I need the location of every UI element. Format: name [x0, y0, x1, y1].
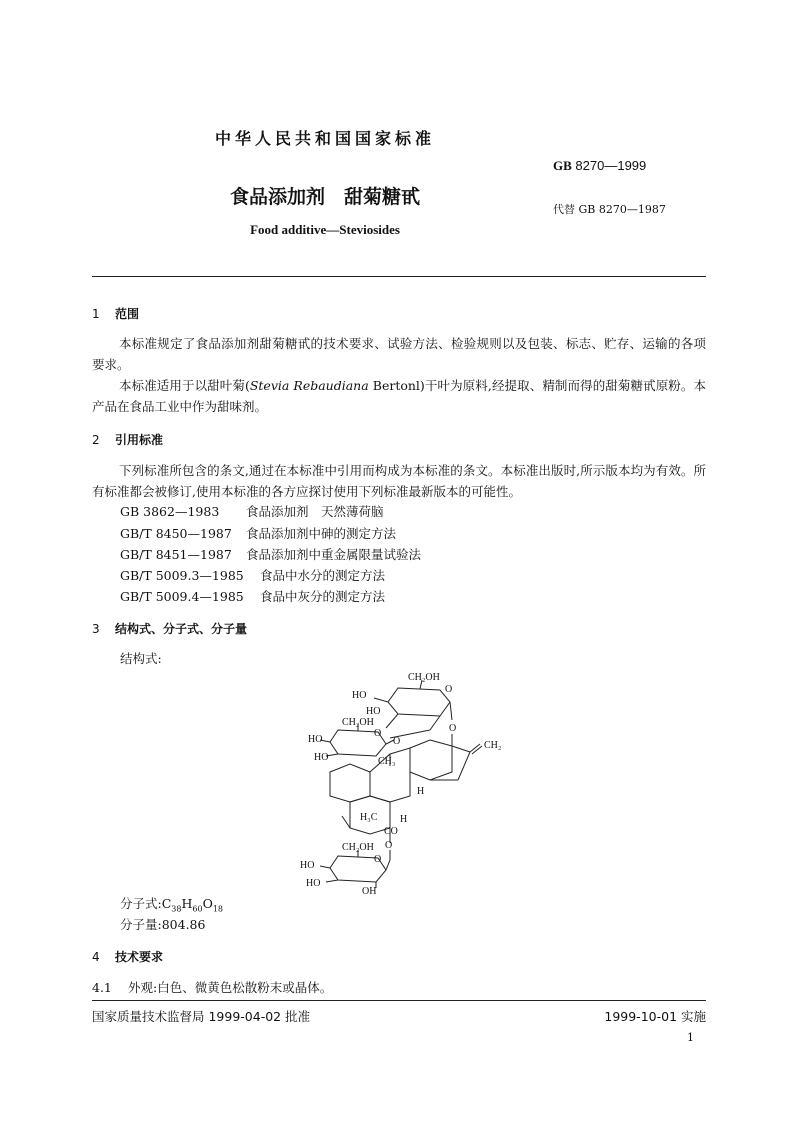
- para2-post: Bertonl)干叶为原料,经提取、精制而得的甜菊糖甙原粉。本产品在食品工业中作为甜味剂。: [92, 378, 706, 414]
- replaces-standard: 代替 GB 8270—1987: [553, 203, 666, 216]
- structural-formula-diagram: [290, 668, 520, 896]
- section-1-paragraph-2: [92, 375, 706, 417]
- reference-code: GB 3862—1983: [120, 504, 220, 519]
- ring-oxygen: O: [445, 684, 453, 695]
- ho-mid-label: HO: [308, 734, 323, 745]
- ring-a-upper: [330, 764, 370, 802]
- link-oxygen: O: [393, 736, 401, 747]
- bond: [472, 746, 482, 754]
- ring-oxygen: O: [374, 728, 382, 739]
- reference-name: 食品中灰分的测定方法: [260, 589, 386, 604]
- reference-item: [120, 587, 385, 605]
- bond: [320, 866, 330, 868]
- formula-label: 分子式:: [120, 896, 162, 911]
- page-number: 1: [687, 1031, 694, 1044]
- reference-name: 食品添加剂中砷的测定方法: [246, 526, 397, 541]
- national-standard-heading: 中华人民共和国国家标准: [214, 129, 435, 148]
- approval-date: 国家质量技术监督局 1999-04-02 批准: [92, 1009, 311, 1024]
- reference-code: GB/T 5009.3—1985: [120, 568, 244, 583]
- co-label: CO: [384, 826, 398, 837]
- bond: [374, 698, 388, 702]
- section-2-title: 引用标准: [115, 433, 164, 447]
- footer-rule: [92, 1000, 706, 1001]
- molecular-weight: [120, 914, 205, 935]
- latin-name: Stevia Rebaudiana: [249, 378, 369, 393]
- glucose-ring-top: [388, 688, 450, 716]
- section-4-title: 技术要求: [115, 950, 164, 964]
- ho-top2-label: HO: [366, 706, 381, 717]
- reference-name: 食品添加剂 天然薄荷脑: [246, 504, 384, 519]
- oh-bot-label: OH: [362, 886, 377, 896]
- formula-c-count: 38: [171, 904, 182, 914]
- bond: [386, 860, 390, 870]
- ch2oh-mid-label: CH₂OH: [342, 717, 374, 728]
- reference-name: 食品添加剂中重金属限量试验法: [246, 547, 422, 562]
- document-title-cn: 食品添加剂 甜菊糖甙: [229, 186, 420, 208]
- section-3-title: 结构式、分子式、分子量: [115, 622, 248, 636]
- reference-code: GB/T 8450—1987: [120, 526, 232, 541]
- bond: [386, 714, 398, 728]
- reference-item: [120, 524, 396, 542]
- ch2oh-bot-label: CH₂OH: [342, 842, 374, 853]
- section-1-heading: [92, 305, 139, 322]
- formula-o-count: 18: [212, 904, 224, 914]
- reference-item: [120, 566, 385, 584]
- mw-value: 804.86: [161, 917, 206, 932]
- ch2-label: CH₂: [484, 740, 502, 751]
- formula-c: C: [161, 896, 172, 911]
- item-4-1: [92, 977, 332, 998]
- item-4-1-number: 4.1: [92, 980, 112, 995]
- formula-h: H: [181, 896, 193, 911]
- section-4-number: 4: [92, 950, 100, 964]
- section-3-number: 3: [92, 622, 100, 636]
- ester-oxygen: O: [385, 840, 393, 851]
- reference-code: GB/T 8451—1987: [120, 547, 232, 562]
- structure-label: 结构式:: [120, 651, 162, 666]
- bond: [430, 716, 440, 730]
- section-1-number: 1: [92, 307, 100, 321]
- ho-bot-label: HO: [300, 860, 315, 871]
- para2-pre: 本标准适用于以甜叶菊(: [119, 378, 250, 393]
- mw-label: 分子量:: [120, 917, 162, 932]
- bond: [452, 746, 470, 752]
- ring-c: [410, 740, 452, 780]
- bond: [450, 702, 452, 720]
- reference-item: [120, 545, 421, 563]
- bond: [458, 752, 470, 780]
- h-upper-label: H: [417, 786, 425, 797]
- reference-code: GB/T 5009.4—1985: [120, 589, 244, 604]
- header-rule: [92, 276, 706, 277]
- h-lower-label: H: [400, 814, 408, 825]
- bond: [470, 744, 480, 752]
- section-2-heading: [92, 431, 163, 448]
- section-2-paragraph: 下列标准所包含的条文,通过在本标准中引用而构成为本标准的条文。本标准出版时,所示版本均为有效。所有标准都会被修订,使用本标准的各方应探讨使用下列标准最新版本的可能性。: [92, 463, 706, 499]
- ho-mid2-label: HO: [314, 752, 329, 763]
- reference-item: [120, 502, 384, 520]
- ring-oxygen: O: [374, 854, 382, 865]
- section-1-paragraph-1: 本标准规定了食品添加剂甜菊糖甙的技术要求、试验方法、检验规则以及包装、标志、贮存、运输的各项要求。: [92, 336, 706, 372]
- ch3-label: CH₃: [378, 756, 396, 767]
- item-4-1-text: 外观:白色、微黄色松散粉末或晶体。: [128, 980, 333, 995]
- bond: [326, 880, 338, 882]
- standard-number-value: 8270—1999: [575, 158, 647, 173]
- section-2-number: 2: [92, 433, 100, 447]
- section-3-heading: [92, 620, 247, 637]
- standard-prefix: GB: [553, 158, 572, 173]
- ho-bot2-label: HO: [306, 878, 321, 889]
- formula-h-count: 60: [192, 904, 203, 914]
- document-title-en: Food additive—Steviosides: [250, 222, 400, 237]
- implementation-date: 1999-10-01 实施: [604, 1009, 706, 1024]
- ch2oh-top-label: CH₂OH: [408, 672, 440, 683]
- ho-top-label: HO: [352, 690, 367, 701]
- h3c-label: H₃C: [360, 812, 378, 823]
- section-1-title: 范围: [115, 307, 140, 321]
- reference-name: 食品中水分的测定方法: [260, 568, 386, 583]
- formula-o: O: [202, 896, 213, 911]
- section-4-heading: [92, 948, 163, 965]
- bond: [342, 816, 350, 828]
- standard-number: [553, 158, 646, 174]
- glycosidic-oxygen: O: [449, 723, 457, 734]
